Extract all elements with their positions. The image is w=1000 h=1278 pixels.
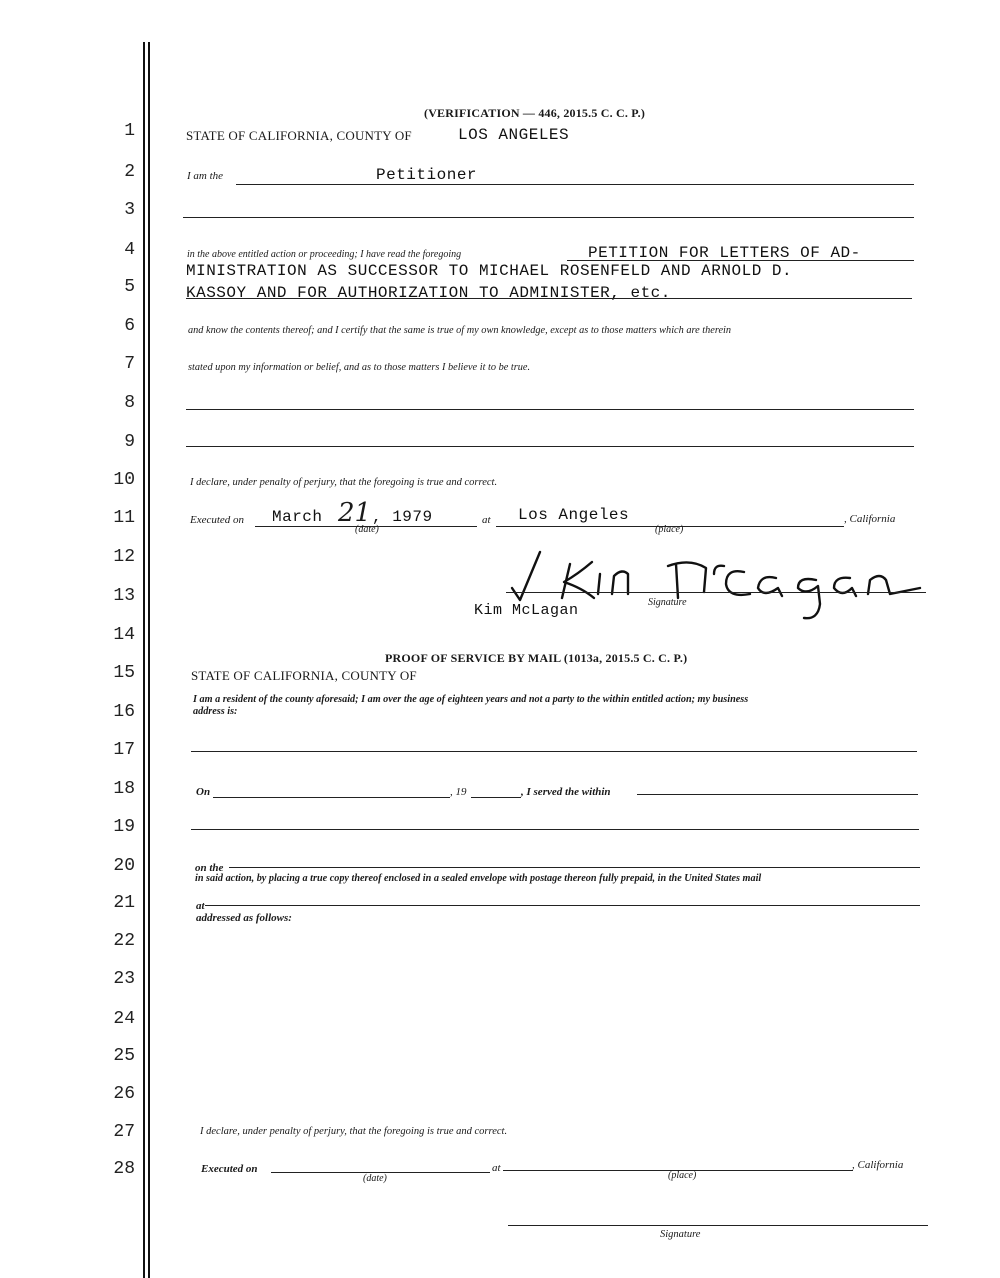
line-number: 12 [113,547,135,567]
in-said-action-text: in said action, by placing a true copy thereof enclosed in a sealed envelope with postage thereon fully prepaid, in the United States mail [195,873,762,884]
date-month: March [272,508,323,526]
proof-california-label: , California [852,1159,904,1171]
proof-state-county-label: STATE OF CALIFORNIA, COUNTY OF [191,668,417,683]
line-number: 7 [124,354,135,374]
line-number: 22 [113,931,135,951]
line-number: 18 [113,779,135,799]
blank-line-9 [186,446,914,447]
i-am-the-label: I am the [187,170,224,182]
line-number: 13 [113,586,135,606]
county-value: LOS ANGELES [458,126,570,144]
line-number: 23 [113,969,135,989]
line-number: 4 [124,240,135,260]
line-number: 11 [113,508,135,528]
date-day-handwritten: 21 [338,498,372,528]
line-number: 8 [124,393,135,413]
nineteen-label: , 19 [450,786,467,798]
line-number: 15 [113,663,135,683]
line-number: 14 [113,625,135,645]
line-number: 24 [113,1009,135,1029]
blank-line-8 [186,409,914,410]
proof-signature-label: Signature [660,1229,701,1240]
line-number: 2 [124,162,135,182]
line-number: 19 [113,817,135,837]
line-number: 26 [113,1084,135,1104]
executed-on-label: Executed on [190,514,245,526]
verification-heading: (VERIFICATION — 446, 2015.5 C. C. P.) [424,106,646,120]
document-title-line2: MINISTRATION AS SUCCESSOR TO MICHAEL ROSENFELD AND ARNOLD D. [186,262,793,280]
proof-executed-on-label: Executed on [201,1163,258,1175]
line-number: 10 [113,470,135,490]
line-number: 3 [124,200,135,220]
line-number: 25 [113,1046,135,1066]
date-year: , 1979 [372,508,433,526]
at-label: at [482,514,491,526]
date-caption: (date) [355,524,379,535]
place-value: Los Angeles [518,506,630,524]
state-county-label: STATE OF CALIFORNIA, COUNTY OF [186,128,412,143]
capacity-value: Petitioner [376,166,478,184]
signature-line [506,592,926,593]
california-label: , California [844,513,896,525]
stated-upon-text: stated upon my information or belief, and as to those matters I believe it to be true. [188,362,531,373]
line-number: 27 [113,1122,135,1142]
on-date-underline [213,797,450,798]
signer-name: Kim McLagan [474,602,579,619]
document-underline-3 [186,298,912,299]
capacity-underline [236,184,914,185]
line-number: 5 [124,277,135,297]
proof-date-caption: (date) [363,1173,387,1184]
at-address-underline [205,905,920,906]
line-number: 9 [124,432,135,452]
line-number: 6 [124,316,135,336]
on-the-underline [229,867,920,868]
document-title-line1: PETITION FOR LETTERS OF AD- [588,244,861,262]
at-address-label: at [196,900,205,912]
line-number: 17 [113,740,135,760]
margin-rule-left [143,42,145,1278]
served-within-label: , I served the within [521,786,611,798]
document-title-line3: KASSOY AND FOR AUTHORIZATION TO ADMINISTER, etc. [186,284,671,302]
proof-heading: PROOF OF SERVICE BY MAIL (1013a, 2015.5 C. C. P.) [385,651,688,665]
read-foregoing-label: in the above entitled action or proceeding; I have read the foregoing [187,249,462,260]
place-caption: (place) [655,524,684,535]
margin-rule-right [148,42,150,1278]
on-the-label: on the [195,862,224,874]
proof-declare-text: I declare, under penalty of perjury, that the foregoing is true and correct. [200,1126,508,1137]
signature-label: Signature [648,597,687,608]
blank-line-19 [191,829,919,830]
know-contents-text: and know the contents thereof; and I certify that the same is true of my own knowledge, except as to those matters which are therein [188,325,732,336]
line-number: 21 [113,893,135,913]
line-number: 20 [113,856,135,876]
served-within-underline [637,794,918,795]
blank-line-3 [183,217,914,218]
proof-place-caption: (place) [668,1170,697,1181]
declare-text: I declare, under penalty of perjury, that the foregoing is true and correct. [190,477,498,488]
on-label: On [196,786,211,798]
year-underline [471,797,521,798]
resident-text-line2: address is: [193,706,238,717]
line-number: 16 [113,702,135,722]
document-underline-1 [567,260,914,261]
proof-signature-line [508,1225,928,1226]
resident-text-line1: I am a resident of the county aforesaid; I am over the age of eighteen years and not a party to the within entitled action; my business [193,694,749,705]
line-number: 1 [124,121,135,141]
proof-at-label: at [492,1162,501,1174]
blank-line-17 [191,751,917,752]
addressed-label: addressed as follows: [196,912,292,924]
line-number: 28 [113,1159,135,1179]
